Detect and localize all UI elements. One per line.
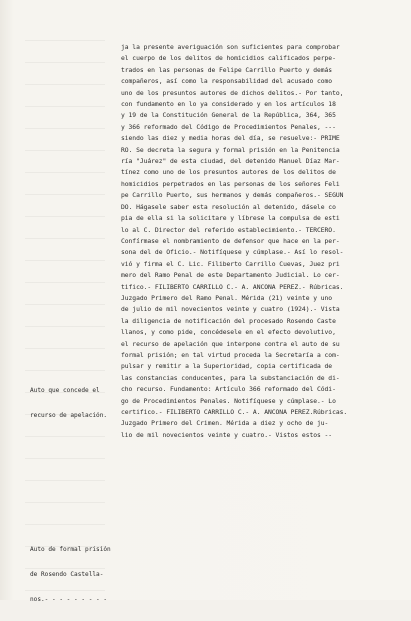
document-line: lo al C. Director del referido establecimiento.- TERCERO. — [121, 226, 336, 234]
document-line: Confírmase el nombramiento de defensor que hace en la per- — [121, 237, 340, 245]
document-line: lio de mil novecientos veinte y cuatro.- Vistos estos -- — [121, 431, 333, 439]
document-line: Juzgado Primero del Ramo Penal. Mérida (21) veinte y uno — [121, 294, 333, 302]
document-line: DO. Hágasele saber esta resolución al detenido, dásele co — [121, 203, 336, 211]
document-line: las constancias conducentes, para la substanciación de di- — [121, 374, 340, 382]
document-line: uno de los presuntos autores de dichos delitos.- Por tanto, — [121, 89, 344, 97]
document-line: llanos, y como pide, concédesele en el efecto devolutivo, — [121, 329, 336, 337]
margin-note-line: recurso de apelación. — [30, 412, 108, 420]
document-line: ja la presente averiguación son suficientes para comprobar — [121, 44, 340, 51]
document-body — [121, 42, 395, 441]
document-line: ría "Juárez" de esta ciudad, del detenido Manuel Díaz Mar- — [121, 158, 340, 166]
document-line: tínez como uno de los presuntos autores de los delitos de — [121, 169, 336, 177]
bleed-through-texture — [25, 40, 105, 600]
document-line: pulsar y remitir a la Superioridad, copia certificada de — [121, 363, 333, 371]
document-line: de julio de mil novecientos veinte y cuatro (1924).- Vista — [121, 306, 340, 314]
margin-note-formal-prison — [30, 529, 122, 621]
document-line: certifico.- FILIBERTO CARRILLO C.- A. ANCONA PEREZ.Rúbricas. — [121, 409, 348, 416]
document-line: trados en las personas de Felipe Carrillo Puerto y demás — [121, 66, 333, 74]
document-line: homicidios perpetrados en las personas de los señores Feli — [121, 180, 340, 188]
document-line: la diligencia de notificación del procesado Rosendo Caste — [121, 317, 336, 325]
document-line: sona del de Oficio.- Notifíquese y cúmplase.- Así lo resol- — [121, 249, 344, 257]
document-line: pe Carrillo Puerto, sus hermanos y demás compañeros.- SEGUN — [121, 192, 344, 200]
document-line: con fundamento en lo ya considerado y en los artículos 18 — [121, 101, 336, 109]
document-line: y 366 reformado del Código de Procedimientos Penales, --- — [121, 123, 336, 131]
document-line: compañeros, así como la responsabilidad del acusado como — [121, 78, 333, 86]
margin-note-line: de Rosendo Castella- — [30, 571, 104, 579]
document-line: el cuerpo de los delitos de homicidios calificados perpe- — [121, 55, 336, 63]
document-line: siendo las diez y media horas del día, se resuelve:- PRIME — [121, 135, 340, 143]
document-line: vió y firma el C. Lic. Filiberto Carrillo Cuevas, Juez pri — [121, 260, 340, 268]
document-line: RO. Se decreta la segura y formal prisión en la Penitencia — [121, 146, 340, 154]
margin-note-appeal — [30, 370, 122, 437]
document-line: tifico.- FILIBERTO CARRILLO C.- A. ANCONA PEREZ.- Rúbricas. — [121, 283, 344, 291]
document-line: cho recurso. Fundamento: Artículo 366 reformado del Códi- — [121, 386, 336, 394]
document-line: formal prisión; en tal virtud proceda la Secretaría a com- — [121, 351, 340, 359]
document-line: mero del Ramo Penal de este Departamento Judicial. Lo cer- — [121, 272, 340, 280]
document-line: y 19 de la Constitución General de la República, 364, 365 — [121, 112, 336, 120]
document-line: el recurso de apelación que interpone contra el auto de su — [121, 340, 340, 348]
margin-note-line: Auto de formal prisión — [30, 545, 111, 553]
document-line: pia de ella si la solicitare y líbrese la compulsa de esti — [121, 215, 340, 223]
document-line: Juzgado Primero del Crimen. Mérida a diez y ocho de ju- — [121, 420, 329, 428]
margin-note-line: Auto que concede el — [30, 386, 100, 394]
document-line: go de Procedimientos Penales. Notifíquese y cúmplase.- Lo — [121, 397, 336, 405]
margin-note-line: nos.- - - - - - - - - — [30, 596, 108, 604]
